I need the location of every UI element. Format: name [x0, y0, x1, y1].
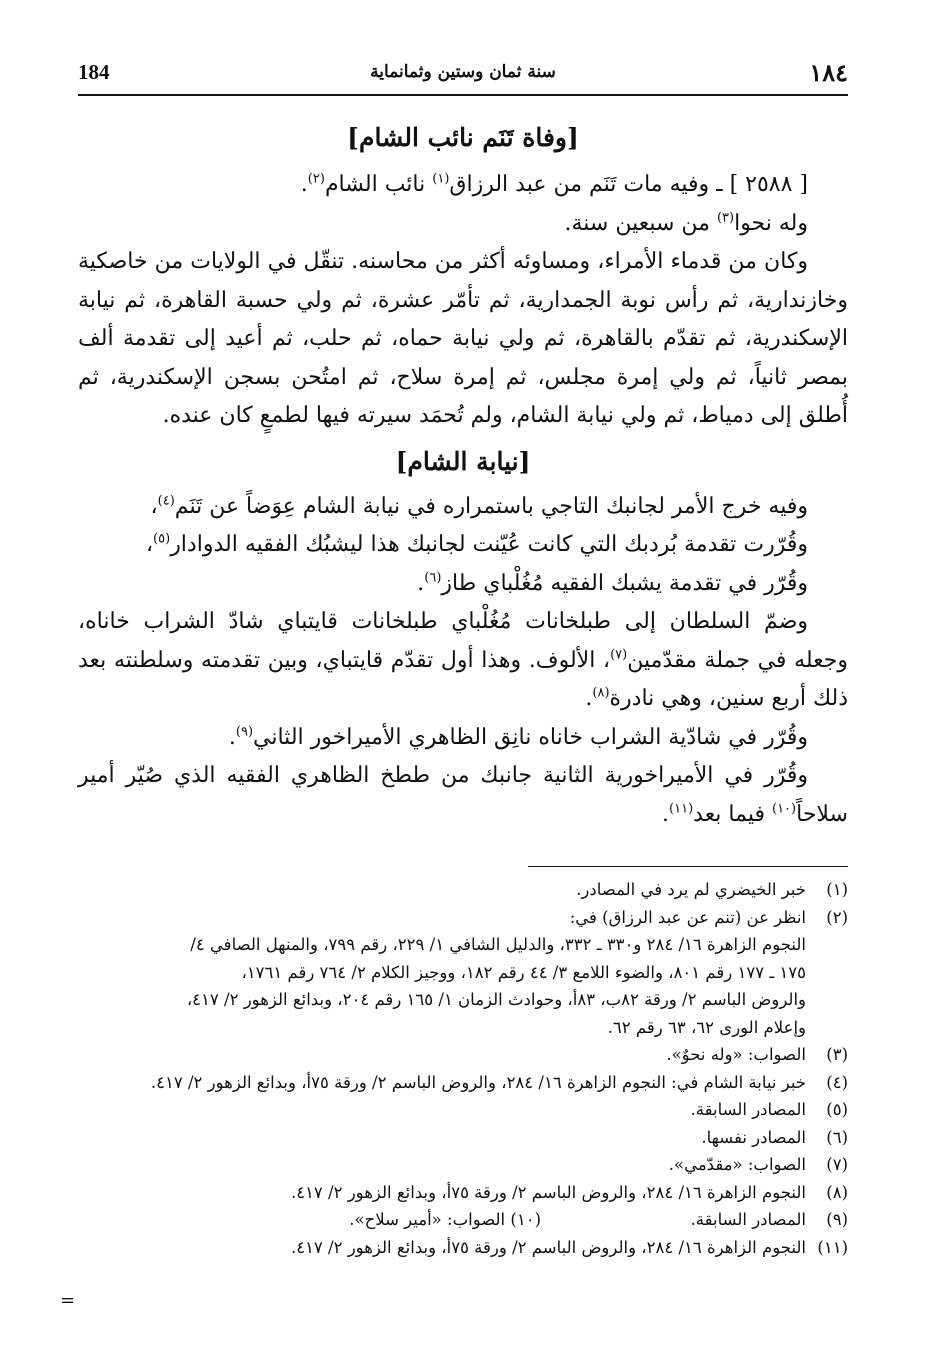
section-heading-niyaba: [نيابة الشام]: [395, 446, 531, 476]
footnote-text: خبر نيابة الشام في: النجوم الزاهرة ١٦/ ٢٨٤، والروض الباسم ٢/ ورقة ٧٥أ، وبدائع الزهور ٢/ ٤١٧.: [150, 1072, 806, 1092]
note-ref-5[interactable]: (٥): [153, 531, 171, 547]
footnote-number: (٣): [826, 1045, 848, 1064]
paragraph-age: [78, 205, 848, 244]
note-ref-3[interactable]: (٣): [716, 210, 735, 226]
appointment-text: وفيه خرج الأمر لجانبك التاجي باستمراره في نيابة الشام عِوَضاً عن تَنَم: [174, 493, 808, 519]
paragraph-taqdima: [78, 526, 848, 565]
footnote-text-line: وإعلام الورى ٦٢، ٦٣ رقم ٦٢.: [607, 1017, 806, 1037]
age-text: وله نحوا: [734, 210, 808, 236]
section-heading-death: [وفاة تَنَم نائب الشام]: [347, 123, 579, 152]
qaytbay-text: وضمّ السلطان إلى طبلخانات مُغُلْباي طبلخانات قايتباي شادّ الشراب خاناه، وجعله في جملة مقدّمين: [78, 609, 848, 673]
footnote-3: [78, 1041, 848, 1069]
taqdima-text: وقُرّرت تقدمة بُردبك التي كانت عُيّنت لجانبك هذا ليشبُك الفقيه الدوادار: [170, 532, 808, 557]
note-ref-10[interactable]: (١٠): [772, 801, 797, 817]
paragraph-mughlbay: [78, 565, 848, 604]
footnote-number: (٨): [826, 1182, 848, 1202]
footnote-8: [78, 1179, 848, 1207]
paragraph-qaytbay: [78, 603, 848, 719]
note-ref-11[interactable]: (١١): [669, 801, 694, 817]
note-ref-1[interactable]: (١): [432, 171, 450, 187]
footnotes: [78, 876, 848, 1261]
page-number-latin: 184: [78, 60, 110, 84]
footnote-text: المصادر السابقة.: [690, 1100, 806, 1119]
entry-text: ـ وفيه مات تَنَم من عبد الرزاق: [449, 172, 730, 197]
footnote-6: [78, 1124, 848, 1152]
note-ref-2[interactable]: (٢): [307, 171, 325, 187]
qaytbay-text-3: .: [585, 686, 593, 711]
janibak-text-3: .: [662, 801, 670, 827]
page-number-arabic: ١٨٤: [809, 58, 848, 87]
mughlbay-text-2: .: [417, 570, 425, 596]
footnote-text: المصادر السابقة.: [690, 1210, 806, 1229]
naniq-text-2: .: [228, 724, 236, 750]
footnote-text: الصواب: «وله نحوٌ».: [666, 1045, 806, 1064]
entry-number: [ ٢٥٨٨ ]: [729, 172, 808, 197]
footnote-number: (٦): [826, 1127, 848, 1147]
entry-text-3: .: [300, 172, 308, 197]
margin-mark: =: [60, 1290, 76, 1311]
running-title: سنة ثمان وستين وثمانماية: [370, 62, 556, 82]
note-ref-4[interactable]: (٤): [157, 493, 175, 509]
note-ref-9[interactable]: (٩): [235, 724, 254, 740]
age-text-2: من سبعين سنة.: [564, 210, 717, 236]
taqdima-text-2: ،: [145, 532, 154, 557]
paragraph-janibak: [78, 757, 848, 834]
footnote-9-10: [78, 1206, 848, 1234]
footnote-text: النجوم الزاهرة ١٦/ ٢٨٤، والروض الباسم ٢/ ورقة ٧٥أ، وبدائع الزهور ٢/ ٤١٧.: [290, 1182, 806, 1202]
footnote-4: [78, 1069, 848, 1097]
footnote-text: خبر الخيضري لم يرد في المصادر.: [576, 880, 806, 899]
janibak-text-2: فيما بعد: [693, 801, 772, 827]
qaytbay-text-2: ، الألوف. وهذا أول تقدّم قايتباي، وبين تقدمته وسلطنته بعد ذلك أربع سنين، وهي نادرة: [78, 647, 848, 711]
footnote-text: الصواب: «مقدّمي».: [668, 1155, 806, 1174]
note-ref-6[interactable]: (٦): [424, 570, 442, 586]
footnote-divider: [528, 866, 848, 867]
footnote-text: النجوم الزاهرة ١٦/ ٢٨٤، والروض الباسم ٢/ ورقة ٧٥أ، وبدائع الزهور ٢/ ٤١٧.: [290, 1237, 806, 1257]
janibak-text: وقُرّر في الأميراخورية الثانية جانبك من ططخ الظاهري الفقيه الذي صُيّر أمير سلاحاً: [78, 763, 848, 827]
entry-text-2: نائب الشام: [324, 172, 433, 197]
footnote-11: [78, 1234, 848, 1262]
footnote-number: (٢): [826, 907, 848, 927]
paragraph-naniq: [78, 719, 848, 758]
mughlbay-text: وقُرّر في تقدمة يشبك الفقيه مُغُلْباي طاز: [441, 570, 808, 596]
footnote-text: انظر عن (تنم عن عبد الرزاق) في:: [569, 907, 806, 927]
paragraph-appointment: [78, 488, 848, 527]
footnote-2: [78, 904, 848, 1042]
footnote-number: (١١): [817, 1237, 848, 1257]
note-ref-7[interactable]: (٧): [610, 647, 628, 663]
footnote-number: (٧): [826, 1155, 848, 1174]
paragraph-career: وكان من قدماء الأمراء، ومساوئه أكثر من محاسنه. تنقّل في الولايات من خاصكية وخازندارية، ثم رأس نوبة الجمدارية، ثم تأمّر عشرة، ثم ولي حسبة القاهرة، ثم نيابة الإسكندرية، ثم تقدّم بالقاهرة، ثم ولي نيابة حماه، ثم حلب، ثم أعيد إلى تقدمة ألف بمصر ثانياً، ثم ولي إمرة مجلس، ثم إمرة سلاح، ثم امتُحن بسجن الإسكندرية، ثم أُطلق إلى دمياط، ثم ولي نيابة الشام، ولم تُحمَد سيرته فيها لطمعٍ كان عنده.: [78, 249, 848, 428]
footnote-5: [78, 1096, 848, 1124]
footnote-7: [78, 1151, 848, 1179]
paragraph-entry: [78, 166, 848, 205]
note-ref-8[interactable]: (٨): [592, 685, 610, 701]
footnote-number: (٥): [826, 1100, 848, 1119]
page-header: [78, 58, 848, 96]
footnote-text-line: ١٧٥ ـ ١٧٧ رقم ٨٠١، والضوء اللامع ٣/ ٤٤ رقم ١٨٢، ووجيز الكلام ٢/ ٧٦٤ رقم ١٧٦١،: [241, 962, 806, 982]
appointment-text-2: ،: [150, 493, 158, 519]
footnote-number: (٤): [826, 1072, 848, 1092]
footnote-text-line: النجوم الزاهرة ١٦/ ٢٨٤ و٣٣٠ ـ ٣٣٢، والدليل الشافي ١/ ٢٢٩، رقم ٧٩٩، والمنهل الصافي ٤/: [190, 935, 806, 954]
footnote-10-text: (١٠) الصواب: «أمير سلاح».: [349, 1210, 541, 1229]
footnote-number: (٩): [826, 1210, 848, 1229]
naniq-text: وقُرّر في شادّية الشراب خاناه نانِق الظاهري الأميراخور الثاني: [253, 724, 808, 750]
footnote-text-line: والروض الباسم ٢/ ورقة ٨٢ب، ٨٣أ، وحوادث الزمان ١/ ١٦٥ رقم ٢٠٤، وبدائع الزهور ٢/ ٤١٧،: [186, 990, 806, 1009]
footnote-1: [78, 876, 848, 904]
main-text: [78, 118, 848, 834]
footnote-number: (١): [826, 880, 848, 899]
footnote-text: المصادر نفسها.: [701, 1127, 806, 1147]
